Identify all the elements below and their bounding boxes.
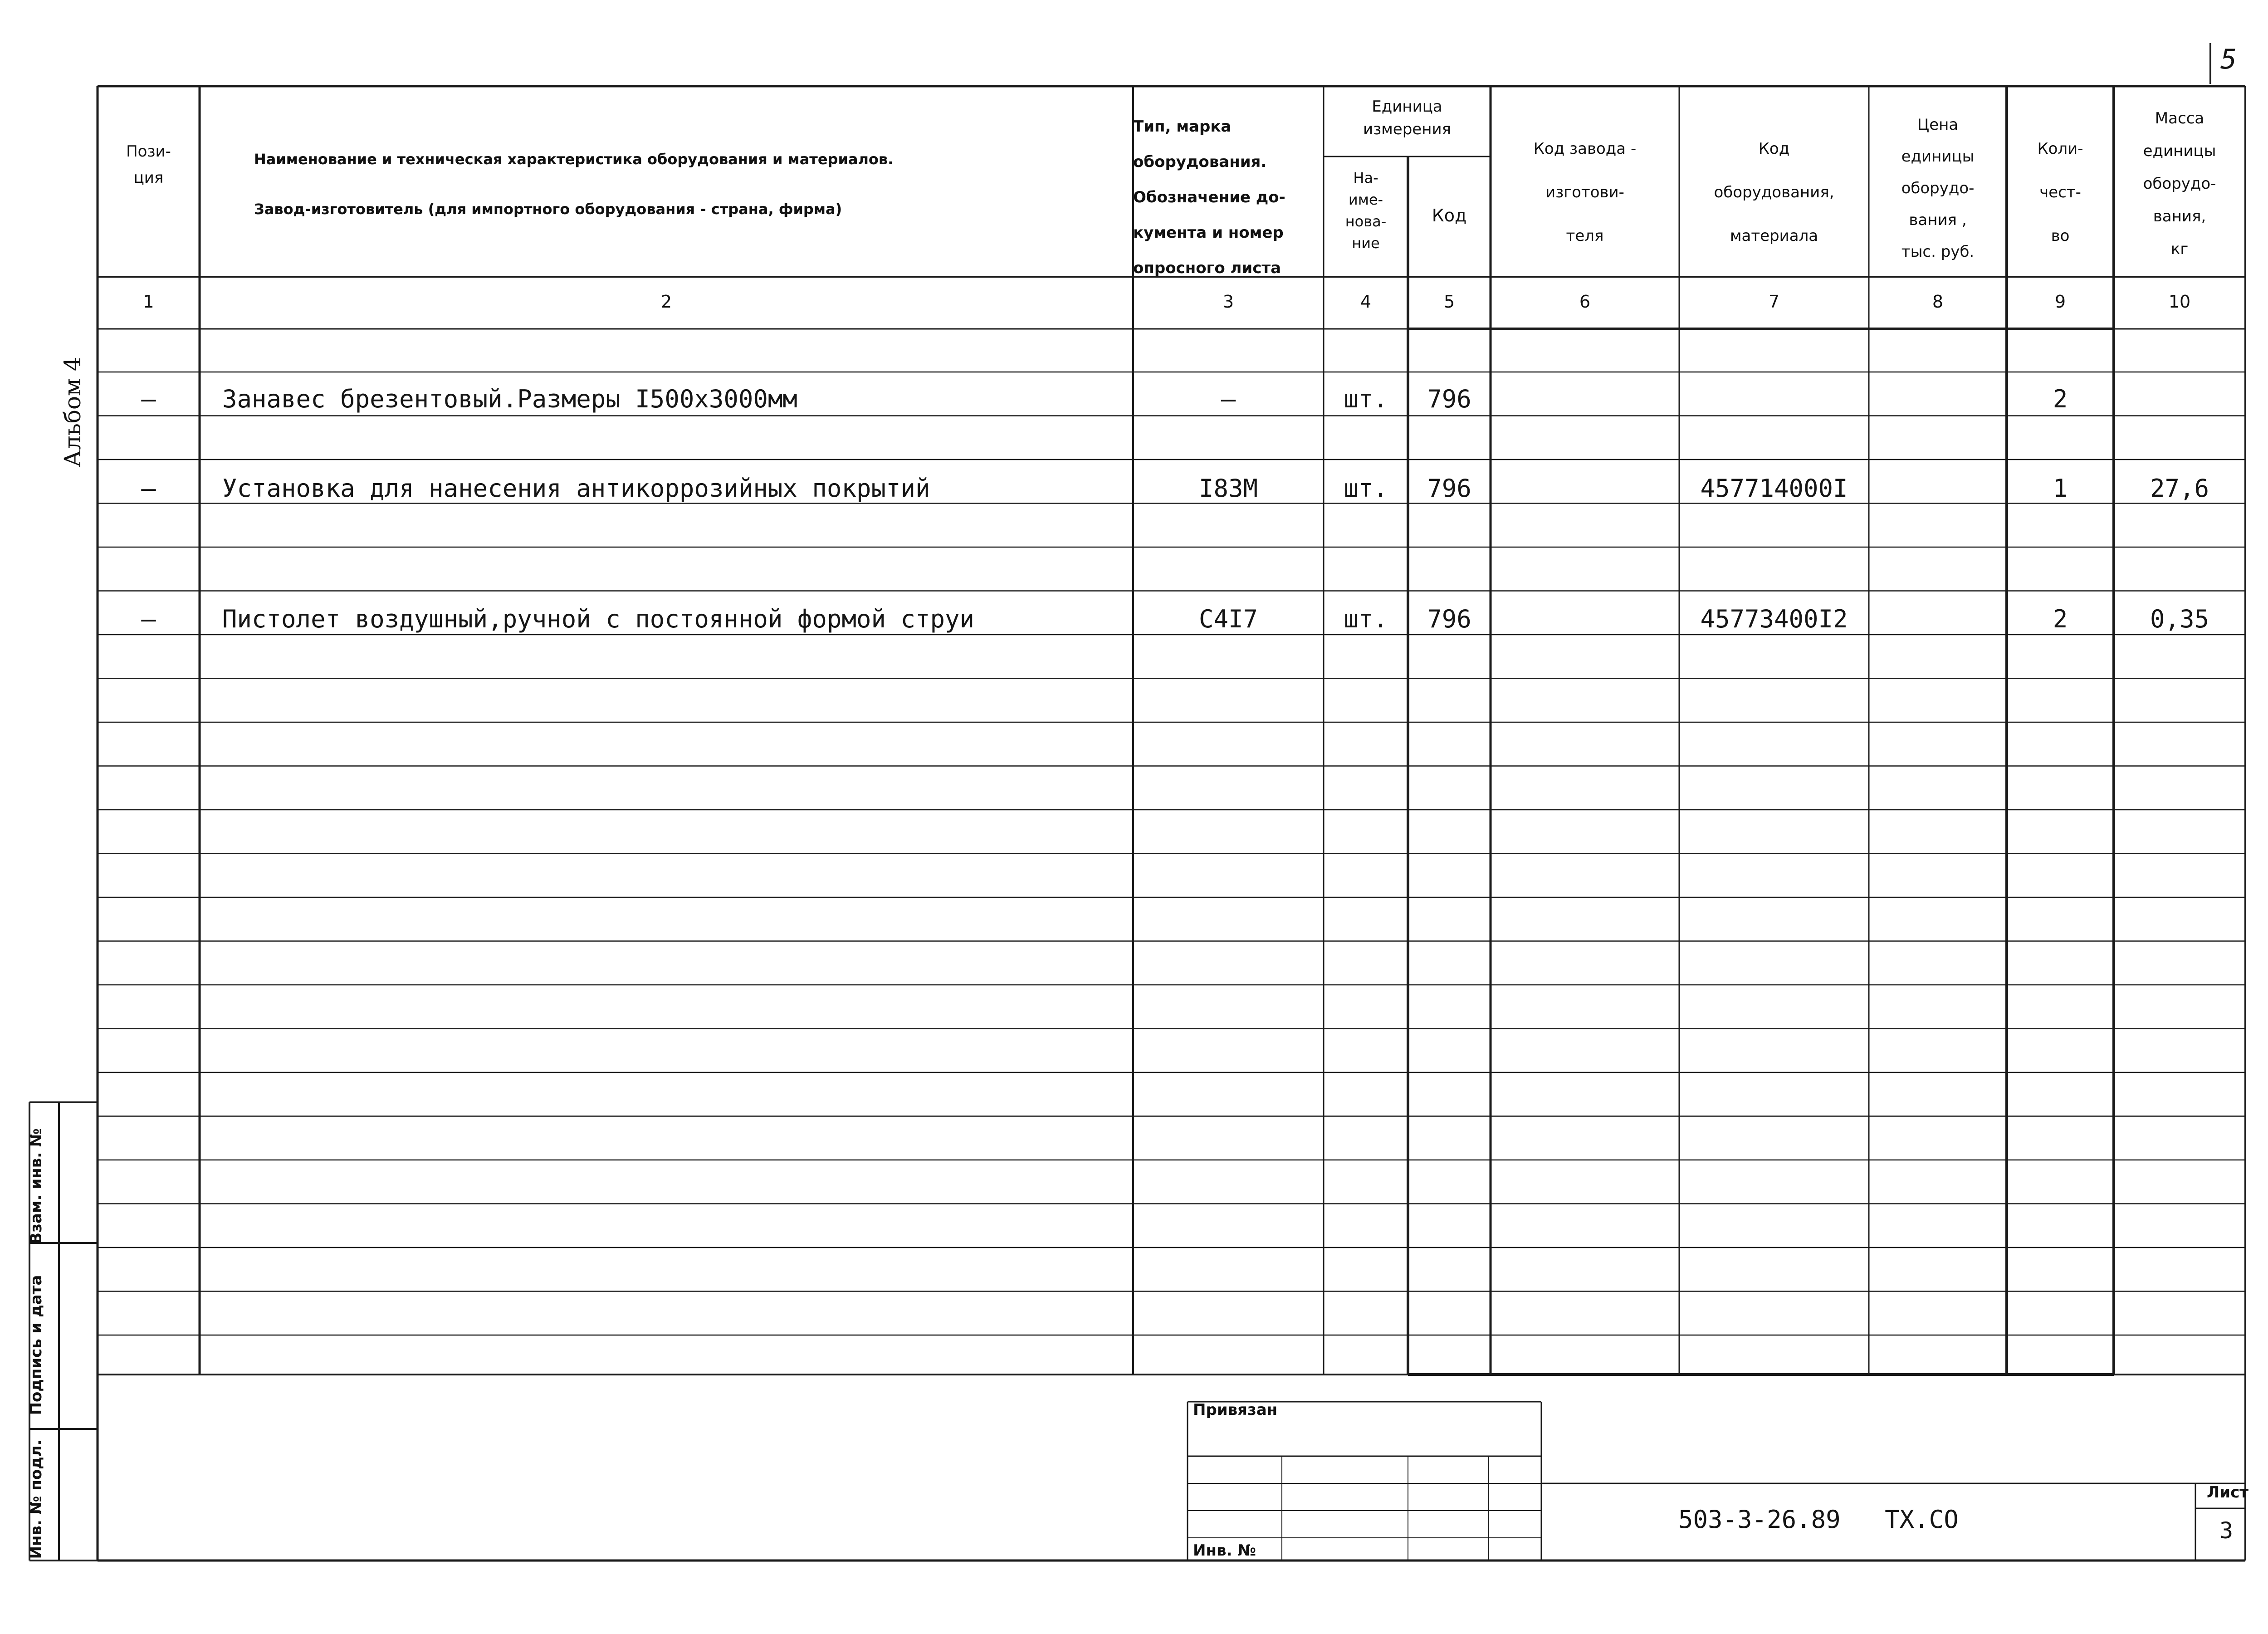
- row-2-name: Установка для нанесения антикоррозийных покрытий: [222, 474, 930, 503]
- col-number: 8: [1932, 292, 1944, 312]
- header-col-9: Коли- чест- во: [2037, 140, 2083, 245]
- row-1-unit-code: 796: [1427, 385, 1471, 413]
- col-number: 1: [143, 292, 154, 312]
- header-col-3: Тип, марка оборудования. Обозначение до- кумента и номер опросного листа: [1133, 117, 1286, 277]
- header-col-5: Код: [1432, 205, 1467, 225]
- page-number: 5: [2220, 44, 2237, 75]
- row-2-type: I83M: [1198, 474, 1258, 503]
- document-designation: 503-3-26.89 TX.CO: [1678, 1505, 1959, 1534]
- row-3-equipment-code: 45773400I2: [1700, 605, 1848, 633]
- col-number: 7: [1768, 292, 1780, 312]
- col-number: 3: [1222, 292, 1234, 312]
- header-col-10: Масса единицы оборудо- вания, кг: [2143, 109, 2216, 258]
- col-number: 4: [1360, 292, 1372, 312]
- row-3-unit-code: 796: [1427, 605, 1471, 633]
- side-stamp-inv-podl: Инв. № подл.: [27, 1439, 45, 1559]
- album-label: Альбом 4: [59, 357, 86, 467]
- row-2-position: –: [141, 474, 156, 503]
- header-col-4: На- име- нова- ние: [1345, 169, 1387, 252]
- title-block-privyazan: Привязан: [1193, 1401, 1278, 1419]
- title-block-inv-no: Инв. №: [1193, 1541, 1256, 1560]
- header-col-6: Код завода - изготови- теля: [1533, 140, 1637, 245]
- row-1-name: Занавес брезентовый.Размеры I500x3000мм: [222, 385, 797, 413]
- row-1-position: –: [141, 385, 156, 413]
- col-number: 5: [1443, 292, 1455, 312]
- row-1-qty: 2: [2053, 385, 2068, 413]
- side-stamp-vzam: Взам. инв. №: [27, 1128, 45, 1244]
- header-unit-group: Единица измерения: [1363, 98, 1452, 138]
- header-col-8: Цена единицы оборудо- вания , тыс. руб.: [1901, 116, 1975, 261]
- row-2-qty: 1: [2053, 474, 2068, 503]
- col-number: 2: [660, 292, 672, 312]
- row-3-position: –: [141, 605, 156, 633]
- side-stamp-podpis: Подпись и дата: [27, 1275, 45, 1415]
- row-2-unit-code: 796: [1427, 474, 1471, 503]
- row-3-mass: 0,35: [2150, 605, 2209, 633]
- header-col-7: Код оборудования, материала: [1714, 140, 1834, 245]
- row-3-unit-name: шт.: [1344, 605, 1388, 633]
- row-2-unit-name: шт.: [1344, 474, 1388, 503]
- row-2-mass: 27,6: [2150, 474, 2209, 503]
- col-number: 6: [1579, 292, 1591, 312]
- row-3-qty: 2: [2053, 605, 2068, 633]
- sheet-label: Лист: [2207, 1483, 2248, 1502]
- col-number: 9: [2054, 292, 2066, 312]
- col-number: 10: [2168, 292, 2191, 312]
- row-3-name: Пистолет воздушный,ручной с постоянной формой струи: [222, 605, 975, 633]
- header-col-1: Пози- ция: [126, 142, 171, 187]
- row-2-equipment-code: 457714000I: [1700, 474, 1848, 503]
- sheet-number: 3: [2219, 1517, 2234, 1544]
- row-1-unit-name: шт.: [1344, 385, 1388, 413]
- row-3-type: C4I7: [1198, 605, 1258, 633]
- row-1-type: –: [1221, 385, 1236, 413]
- header-col-2: Наименование и техническая характеристика оборудования и материалов. Завод-изготовитель (для импортного оборудования - страна, фирма): [254, 151, 894, 218]
